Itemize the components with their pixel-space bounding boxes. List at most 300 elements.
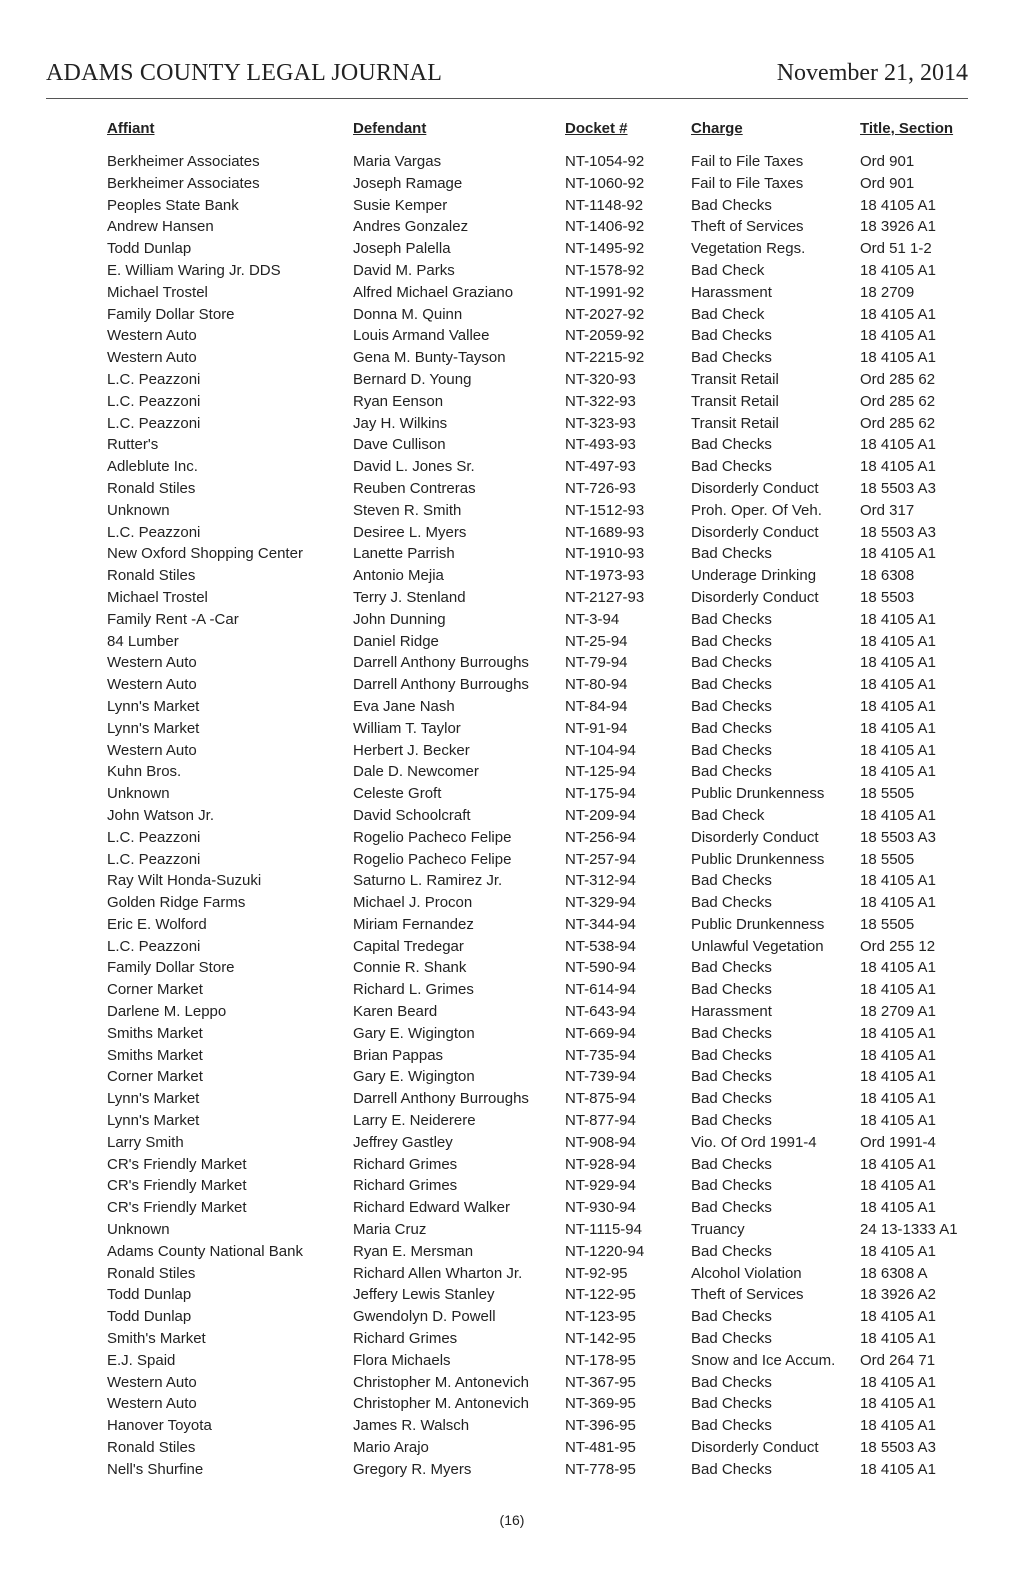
- docket-cell: NT-3-94: [565, 610, 620, 628]
- defendant-cell: Rogelio Pacheco Felipe: [353, 828, 512, 846]
- title-section-cell: 18 5503 A3: [860, 479, 936, 497]
- defendant-cell: Darrell Anthony Burroughs: [353, 676, 529, 694]
- affiant-cell: Western Auto: [107, 676, 197, 694]
- affiant-cell: Todd Dunlap: [107, 1286, 192, 1304]
- charge-cell: Bad Checks: [691, 436, 772, 454]
- docket-cell: NT-669-94: [565, 1024, 636, 1042]
- charge-cell: Bad Checks: [691, 1417, 772, 1435]
- table-row: [104, 1263, 969, 1285]
- charge-cell: Bad Checks: [691, 676, 772, 694]
- table-row: [104, 195, 969, 217]
- table-row: [104, 1328, 969, 1350]
- title-section-cell: 18 4105 A1: [860, 305, 936, 323]
- column-header-charge: Charge: [691, 120, 743, 137]
- title-section-cell: 18 4105 A1: [860, 1155, 936, 1173]
- title-section-cell: 18 5505: [860, 785, 915, 803]
- title-section-cell: 18 4105 A1: [860, 741, 936, 759]
- title-section-cell: 18 5505: [860, 850, 915, 868]
- docket-cell: NT-91-94: [565, 719, 628, 737]
- defendant-cell: Susie Kemper: [353, 196, 448, 214]
- docket-cell: NT-1689-93: [565, 523, 645, 541]
- affiant-cell: L.C. Peazzoni: [107, 937, 201, 955]
- docket-cell: NT-123-95: [565, 1308, 636, 1326]
- charge-cell: Harassment: [691, 1003, 772, 1021]
- affiant-cell: Smiths Market: [107, 1024, 203, 1042]
- charge-cell: Bad Checks: [691, 697, 772, 715]
- defendant-cell: Darrell Anthony Burroughs: [353, 654, 529, 672]
- affiant-cell: Lynn's Market: [107, 1090, 200, 1108]
- defendant-cell: Richard Allen Wharton Jr.: [353, 1264, 523, 1282]
- affiant-cell: Todd Dunlap: [107, 1308, 192, 1326]
- charge-cell: Transit Retail: [691, 414, 779, 432]
- docket-cell: NT-178-95: [565, 1351, 636, 1369]
- charge-cell: Bad Checks: [691, 349, 772, 367]
- page-number: (16): [499, 1512, 525, 1528]
- defendant-cell: Steven R. Smith: [353, 501, 462, 519]
- table-row: [104, 936, 969, 958]
- docket-cell: NT-369-95: [565, 1395, 636, 1413]
- affiant-cell: Ronald Stiles: [107, 479, 196, 497]
- defendant-cell: Alfred Michael Graziano: [353, 283, 514, 301]
- charge-cell: Bad Checks: [691, 719, 772, 737]
- defendant-cell: James R. Walsch: [353, 1417, 470, 1435]
- table-row: [104, 849, 969, 871]
- title-section-cell: Ord 285 62: [860, 370, 936, 388]
- charge-cell: Public Drunkenness: [691, 785, 825, 803]
- table-row: [104, 870, 969, 892]
- title-section-cell: 18 4105 A1: [860, 610, 936, 628]
- title-section-cell: Ord 901: [860, 153, 915, 170]
- defendant-cell: Ryan Eenson: [353, 392, 444, 410]
- docket-cell: NT-344-94: [565, 915, 636, 933]
- affiant-cell: Lynn's Market: [107, 1112, 200, 1130]
- table-row: [104, 325, 969, 347]
- title-section-cell: 18 4105 A1: [860, 654, 936, 672]
- docket-cell: NT-1148-92: [565, 196, 644, 214]
- docket-cell: NT-2127-93: [565, 588, 645, 606]
- docket-cell: NT-1115-94: [565, 1221, 642, 1239]
- title-section-cell: Ord 264 71: [860, 1351, 936, 1369]
- charge-cell: Bad Checks: [691, 1046, 772, 1064]
- table-row: [104, 1154, 969, 1176]
- charge-cell: Bad Checks: [691, 1242, 772, 1260]
- affiant-cell: Family Dollar Store: [107, 305, 235, 323]
- table-row: [104, 718, 969, 740]
- docket-cell: NT-493-93: [565, 436, 636, 454]
- charge-cell: Vegetation Regs.: [691, 240, 806, 258]
- table-row: [104, 957, 969, 979]
- affiant-cell: L.C. Peazzoni: [107, 414, 201, 432]
- defendant-cell: Michael J. Procon: [353, 894, 473, 912]
- title-section-cell: 18 6308: [860, 567, 915, 585]
- defendant-cell: Andres Gonzalez: [353, 218, 469, 236]
- table-row: [104, 652, 969, 674]
- title-section-cell: Ord 51 1-2: [860, 240, 932, 258]
- docket-cell: NT-79-94: [565, 654, 628, 672]
- table-row: [104, 304, 969, 326]
- docket-cell: NT-396-95: [565, 1417, 636, 1435]
- docket-cell: NT-25-94: [565, 632, 628, 650]
- table-row: [104, 892, 969, 914]
- table-row: [104, 282, 969, 304]
- title-section-cell: 18 4105 A1: [860, 1395, 936, 1413]
- title-section-cell: 18 4105 A1: [860, 1046, 936, 1064]
- charge-cell: Bad Checks: [691, 654, 772, 672]
- table-row: [104, 761, 969, 783]
- table-row: [104, 478, 969, 500]
- docket-cell: NT-877-94: [565, 1112, 636, 1130]
- defendant-cell: Dave Cullison: [353, 436, 446, 454]
- charge-cell: Bad Checks: [691, 545, 772, 563]
- affiant-cell: Family Rent -A -Car: [107, 610, 239, 628]
- table-row: [104, 1350, 969, 1372]
- defendant-cell: Gary E. Wigington: [353, 1068, 475, 1086]
- title-section-cell: Ord 255 12: [860, 937, 936, 955]
- affiant-cell: CR's Friendly Market: [107, 1199, 247, 1217]
- title-section-cell: 18 6308 A: [860, 1264, 928, 1282]
- table-row: [104, 347, 969, 369]
- docket-cell: NT-929-94: [565, 1177, 636, 1195]
- affiant-cell: L.C. Peazzoni: [107, 523, 201, 541]
- affiant-cell: Kuhn Bros.: [107, 763, 182, 781]
- table-row: [104, 1437, 969, 1459]
- charge-cell: Bad Checks: [691, 981, 772, 999]
- table-row: [104, 173, 969, 195]
- affiant-cell: Peoples State Bank: [107, 196, 239, 214]
- title-section-cell: 18 4105 A1: [860, 1177, 936, 1195]
- table-row: [104, 631, 969, 653]
- defendant-cell: Donna M. Quinn: [353, 305, 463, 323]
- affiant-cell: Corner Market: [107, 1068, 203, 1086]
- affiant-cell: John Watson Jr.: [107, 806, 214, 824]
- table-row: [104, 456, 969, 478]
- docket-cell: NT-481-95: [565, 1439, 636, 1457]
- docket-cell: NT-125-94: [565, 763, 636, 781]
- charge-cell: Bad Checks: [691, 872, 772, 890]
- docket-cell: NT-2059-92: [565, 327, 645, 345]
- defendant-cell: John Dunning: [353, 610, 446, 628]
- title-section-cell: 18 4105 A1: [860, 1460, 936, 1478]
- defendant-cell: Rogelio Pacheco Felipe: [353, 850, 512, 868]
- charge-cell: Disorderly Conduct: [691, 588, 819, 606]
- defendant-cell: Gregory R. Myers: [353, 1460, 472, 1478]
- docket-cell: NT-329-94: [565, 894, 636, 912]
- defendant-cell: Darrell Anthony Burroughs: [353, 1090, 529, 1108]
- title-section-cell: 18 4105 A1: [860, 458, 936, 476]
- title-section-cell: 18 5503 A3: [860, 523, 936, 541]
- docket-cell: NT-875-94: [565, 1090, 636, 1108]
- defendant-cell: David M. Parks: [353, 261, 455, 279]
- affiant-cell: Hanover Toyota: [107, 1417, 212, 1435]
- docket-cell: NT-1991-92: [565, 283, 645, 301]
- title-section-cell: 18 3926 A2: [860, 1286, 936, 1304]
- docket-cell: NT-930-94: [565, 1199, 636, 1217]
- docket-cell: NT-778-95: [565, 1460, 636, 1478]
- title-section-cell: 18 4105 A1: [860, 1112, 936, 1130]
- docket-cell: NT-320-93: [565, 370, 636, 388]
- affiant-cell: Unknown: [107, 1221, 170, 1239]
- docket-cell: NT-122-95: [565, 1286, 636, 1304]
- title-section-cell: 18 4105 A1: [860, 1308, 936, 1326]
- defendant-cell: Karen Beard: [353, 1003, 438, 1021]
- docket-cell: NT-1220-94: [565, 1242, 645, 1260]
- affiant-cell: New Oxford Shopping Center: [107, 545, 303, 563]
- title-section-cell: 18 3926 A1: [860, 218, 936, 236]
- title-section-cell: Ord 901: [860, 174, 915, 192]
- defendant-cell: Jeffrey Gastley: [353, 1133, 453, 1151]
- table-row: [104, 413, 969, 435]
- charge-cell: Bad Checks: [691, 1199, 772, 1217]
- title-section-cell: 18 4105 A1: [860, 436, 936, 454]
- docket-cell: NT-1495-92: [565, 240, 645, 258]
- title-section-cell: 18 2709: [860, 283, 915, 301]
- defendant-cell: Celeste Groft: [353, 785, 442, 803]
- docket-cell: NT-323-93: [565, 414, 636, 432]
- title-section-cell: Ord 285 62: [860, 414, 936, 432]
- table-row: [104, 1241, 969, 1263]
- column-header-title-section: Title, Section: [860, 120, 954, 137]
- affiant-cell: Unknown: [107, 501, 170, 519]
- title-section-cell: Ord 317: [860, 501, 915, 519]
- table-row: [104, 1045, 969, 1067]
- docket-cell: NT-538-94: [565, 937, 636, 955]
- charge-cell: Bad Checks: [691, 959, 772, 977]
- charge-cell: Bad Checks: [691, 632, 772, 650]
- affiant-cell: Western Auto: [107, 1395, 197, 1413]
- defendant-cell: Lanette Parrish: [353, 545, 455, 563]
- table-row: [104, 1415, 969, 1437]
- affiant-cell: Michael Trostel: [107, 588, 208, 606]
- defendant-cell: Jay H. Wilkins: [353, 414, 448, 432]
- title-section-cell: 18 4105 A1: [860, 1068, 936, 1086]
- charge-cell: Bad Checks: [691, 1460, 772, 1478]
- charge-cell: Bad Checks: [691, 458, 772, 476]
- docket-cell: NT-739-94: [565, 1068, 636, 1086]
- charge-cell: Proh. Oper. Of Veh.: [691, 501, 822, 519]
- charge-cell: Bad Checks: [691, 1395, 772, 1413]
- docket-cell: NT-257-94: [565, 850, 636, 868]
- docket-cell: NT-256-94: [565, 828, 636, 846]
- docket-cell: NT-209-94: [565, 806, 636, 824]
- title-section-cell: 18 4105 A1: [860, 959, 936, 977]
- title-section-cell: Ord 1991-4: [860, 1133, 936, 1151]
- charge-cell: Vio. Of Ord 1991-4: [691, 1133, 817, 1151]
- docket-table: [104, 120, 969, 1481]
- title-section-cell: 18 2709 A1: [860, 1003, 936, 1021]
- table-row: [104, 1219, 969, 1241]
- docket-cell: NT-497-93: [565, 458, 636, 476]
- affiant-cell: Unknown: [107, 785, 170, 803]
- title-section-cell: 18 4105 A1: [860, 1330, 936, 1348]
- charge-cell: Bad Checks: [691, 1112, 772, 1130]
- table-row: [104, 805, 969, 827]
- defendant-cell: William T. Taylor: [353, 719, 461, 737]
- title-section-cell: 18 4105 A1: [860, 981, 936, 999]
- defendant-cell: Maria Vargas: [353, 153, 442, 170]
- defendant-cell: Richard Grimes: [353, 1177, 458, 1195]
- docket-cell: NT-614-94: [565, 981, 636, 999]
- table-row: [104, 827, 969, 849]
- charge-cell: Bad Checks: [691, 1308, 772, 1326]
- title-section-cell: 18 4105 A1: [860, 676, 936, 694]
- title-section-cell: 18 5503: [860, 588, 915, 606]
- title-section-cell: 18 5505: [860, 915, 915, 933]
- column-header-affiant: Affiant: [107, 120, 155, 137]
- affiant-cell: L.C. Peazzoni: [107, 828, 201, 846]
- title-section-cell: 18 4105 A1: [860, 1090, 936, 1108]
- title-section-cell: 18 4105 A1: [860, 1199, 936, 1217]
- affiant-cell: L.C. Peazzoni: [107, 370, 201, 388]
- affiant-cell: Lynn's Market: [107, 719, 200, 737]
- defendant-cell: Miriam Fernandez: [353, 915, 474, 933]
- affiant-cell: E.J. Spaid: [107, 1351, 176, 1369]
- docket-cell: NT-1578-92: [565, 261, 645, 279]
- affiant-cell: Western Auto: [107, 1373, 197, 1391]
- charge-cell: Fail to File Taxes: [691, 174, 804, 192]
- defendant-cell: Richard Edward Walker: [353, 1199, 510, 1217]
- table-row: [104, 1306, 969, 1328]
- charge-cell: Theft of Services: [691, 1286, 804, 1304]
- docket-cell: NT-1512-93: [565, 501, 645, 519]
- table-row: [104, 1110, 969, 1132]
- affiant-cell: CR's Friendly Market: [107, 1177, 247, 1195]
- defendant-cell: Dale D. Newcomer: [353, 763, 479, 781]
- charge-cell: Transit Retail: [691, 392, 779, 410]
- table-row: [104, 1132, 969, 1154]
- affiant-cell: Ronald Stiles: [107, 567, 196, 585]
- table-row: [104, 238, 969, 260]
- title-section-cell: 18 5503 A3: [860, 828, 936, 846]
- table-row: [104, 500, 969, 522]
- affiant-cell: E. William Waring Jr. DDS: [107, 261, 281, 279]
- affiant-cell: Eric E. Wolford: [107, 915, 207, 933]
- title-section-cell: 18 4105 A1: [860, 1417, 936, 1435]
- affiant-cell: L.C. Peazzoni: [107, 850, 201, 868]
- affiant-cell: Michael Trostel: [107, 283, 208, 301]
- defendant-cell: Joseph Ramage: [353, 174, 463, 192]
- docket-cell: NT-2215-92: [565, 349, 645, 367]
- affiant-cell: Lynn's Market: [107, 697, 200, 715]
- title-section-cell: 18 4105 A1: [860, 697, 936, 715]
- defendant-cell: Gena M. Bunty-Tayson: [353, 349, 506, 367]
- docket-cell: NT-735-94: [565, 1046, 636, 1064]
- charge-cell: Bad Check: [691, 305, 765, 323]
- docket-cell: NT-1973-93: [565, 567, 645, 585]
- charge-cell: Bad Checks: [691, 327, 772, 345]
- affiant-cell: Nell's Shurfine: [107, 1460, 204, 1478]
- title-section-cell: 18 4105 A1: [860, 349, 936, 367]
- table-row: [104, 609, 969, 631]
- docket-cell: NT-1910-93: [565, 545, 645, 563]
- title-section-cell: 18 4105 A1: [860, 545, 936, 563]
- docket-cell: NT-80-94: [565, 676, 628, 694]
- table-row: [104, 1175, 969, 1197]
- affiant-cell: Larry Smith: [107, 1133, 184, 1151]
- docket-cell: NT-1060-92: [565, 174, 645, 192]
- table-row: [104, 434, 969, 456]
- defendant-cell: Richard L. Grimes: [353, 981, 474, 999]
- docket-cell: NT-84-94: [565, 697, 628, 715]
- defendant-cell: David L. Jones Sr.: [353, 458, 475, 476]
- title-section-cell: 18 4105 A1: [860, 261, 936, 279]
- title-section-cell: 18 4105 A1: [860, 894, 936, 912]
- title-section-cell: 18 4105 A1: [860, 196, 936, 214]
- defendant-cell: Connie R. Shank: [353, 959, 467, 977]
- title-section-cell: Ord 285 62: [860, 392, 936, 410]
- charge-cell: Bad Checks: [691, 1330, 772, 1348]
- defendant-cell: Gwendolyn D. Powell: [353, 1308, 496, 1326]
- affiant-cell: L.C. Peazzoni: [107, 392, 201, 410]
- defendant-cell: Antonio Mejia: [353, 567, 444, 585]
- defendant-cell: Richard Grimes: [353, 1330, 458, 1348]
- defendant-cell: Brian Pappas: [353, 1046, 444, 1064]
- defendant-cell: Joseph Palella: [353, 240, 451, 258]
- column-header-defendant: Defendant: [353, 120, 427, 137]
- table-row: [104, 151, 969, 173]
- affiant-cell: Andrew Hansen: [107, 218, 214, 236]
- table-row: [104, 1066, 969, 1088]
- table-row: [104, 1284, 969, 1306]
- charge-cell: Alcohol Violation: [691, 1264, 802, 1282]
- defendant-cell: Christopher M. Antonevich: [353, 1373, 529, 1391]
- charge-cell: Harassment: [691, 283, 772, 301]
- defendant-cell: Jeffery Lewis Stanley: [353, 1286, 495, 1304]
- title-section-cell: 24 13-1333 A1: [860, 1221, 958, 1239]
- defendant-cell: Ryan E. Mersman: [353, 1242, 474, 1260]
- charge-cell: Unlawful Vegetation: [691, 937, 824, 955]
- table-row: [104, 216, 969, 238]
- affiant-cell: Berkheimer Associates: [107, 174, 260, 192]
- affiant-cell: Family Dollar Store: [107, 959, 235, 977]
- affiant-cell: 84 Lumber: [107, 632, 179, 650]
- affiant-cell: Smith's Market: [107, 1330, 206, 1348]
- table-row: [104, 914, 969, 936]
- affiant-cell: Western Auto: [107, 654, 197, 672]
- charge-cell: Truancy: [691, 1221, 745, 1239]
- defendant-cell: Saturno L. Ramirez Jr.: [353, 872, 503, 890]
- table-row: [104, 1459, 969, 1481]
- defendant-cell: Flora Michaels: [353, 1351, 451, 1369]
- charge-cell: Bad Checks: [691, 1090, 772, 1108]
- defendant-cell: Terry J. Stenland: [353, 588, 466, 606]
- charge-cell: Bad Checks: [691, 1373, 772, 1391]
- title-section-cell: 18 5503 A3: [860, 1439, 936, 1457]
- affiant-cell: Adams County National Bank: [107, 1242, 303, 1260]
- defendant-cell: Herbert J. Becker: [353, 741, 470, 759]
- table-row: [104, 565, 969, 587]
- defendant-cell: Eva Jane Nash: [353, 697, 455, 715]
- docket-cell: NT-726-93: [565, 479, 636, 497]
- defendant-cell: Christopher M. Antonevich: [353, 1395, 529, 1413]
- charge-cell: Disorderly Conduct: [691, 828, 819, 846]
- table-row: [104, 979, 969, 1001]
- defendant-cell: Richard Grimes: [353, 1155, 458, 1173]
- table-row: [104, 369, 969, 391]
- table-row: [104, 1001, 969, 1023]
- charge-cell: Fail to File Taxes: [691, 153, 804, 170]
- table-header-row: [104, 120, 969, 142]
- docket-cell: NT-367-95: [565, 1373, 636, 1391]
- affiant-cell: Berkheimer Associates: [107, 153, 260, 170]
- defendant-cell: Maria Cruz: [353, 1221, 427, 1239]
- defendant-cell: Daniel Ridge: [353, 632, 439, 650]
- defendant-cell: Reuben Contreras: [353, 479, 476, 497]
- charge-cell: Disorderly Conduct: [691, 479, 819, 497]
- charge-cell: Disorderly Conduct: [691, 523, 819, 541]
- charge-cell: Bad Checks: [691, 1068, 772, 1086]
- defendant-cell: Gary E. Wigington: [353, 1024, 475, 1042]
- docket-cell: NT-312-94: [565, 872, 636, 890]
